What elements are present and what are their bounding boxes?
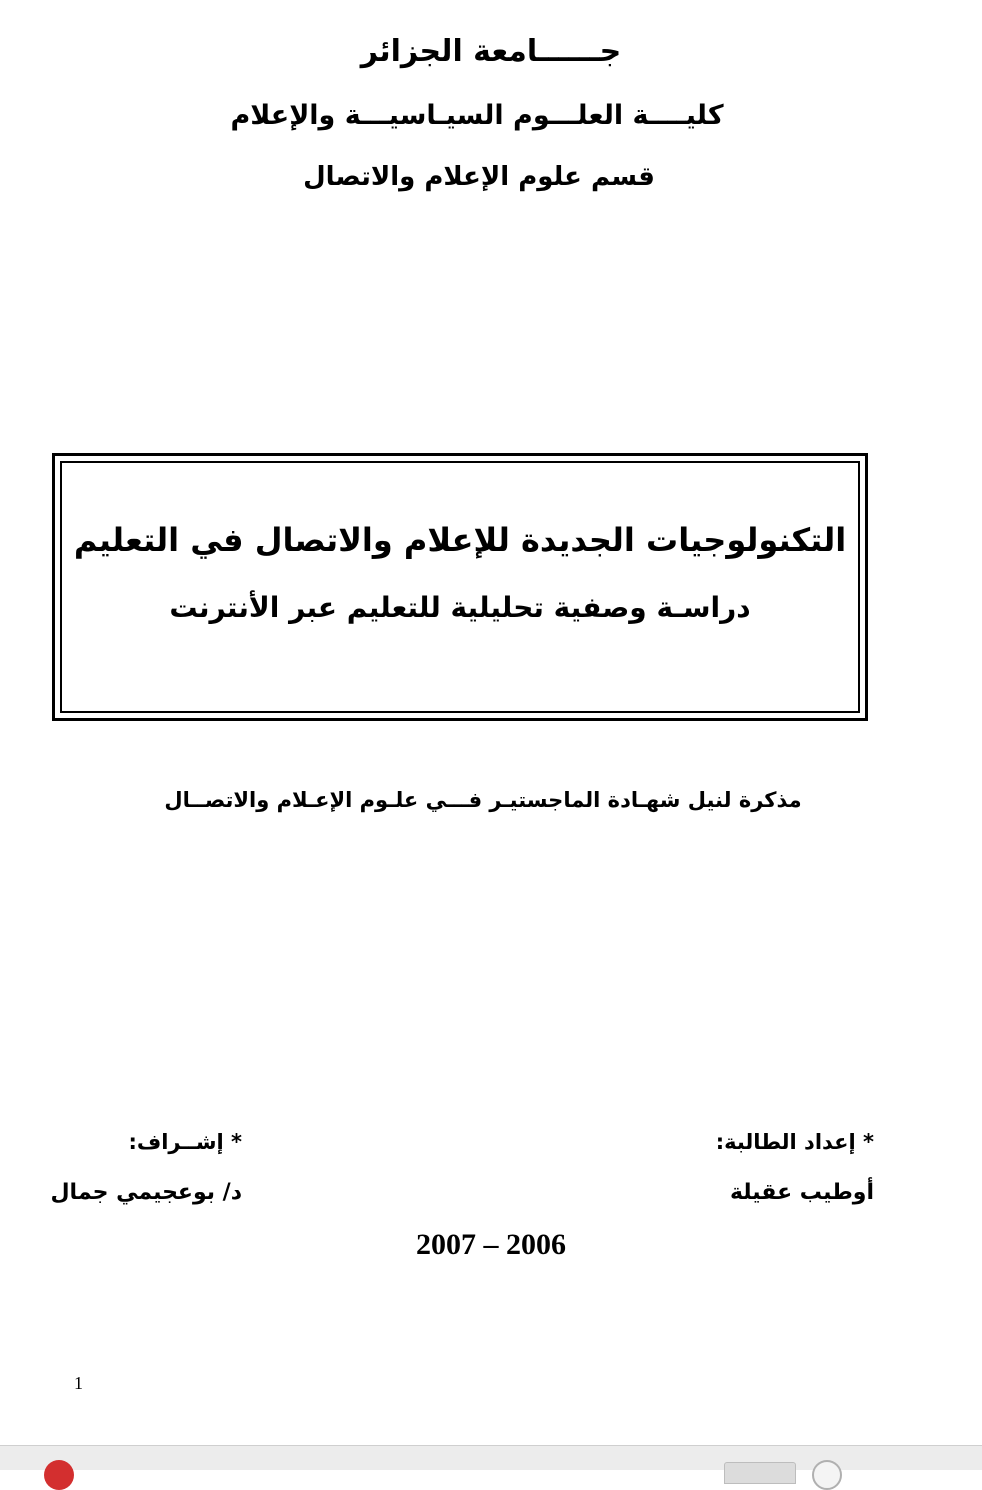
- window-thumbnail[interactable]: [724, 1462, 796, 1484]
- taskbar: [0, 1445, 982, 1470]
- supervisor-name: د/ بوعجيمي جمال: [50, 1180, 242, 1205]
- prepared-by-label: * إعداد الطالبة:: [715, 1130, 874, 1154]
- university-name: جــــــامعة الجزائر: [360, 34, 622, 69]
- title-box: [52, 453, 868, 721]
- department-name: قسم علوم الإعلام والاتصال: [303, 162, 655, 192]
- degree-statement: مذكرة لنيل شهـادة الماجستيـر فـــي علـوم الإعـلام والاتصــال: [164, 788, 802, 812]
- thesis-subtitle: دراسـة وصفية تحليلية للتعليم عبر الأنترنت: [169, 591, 751, 624]
- page-number: 1: [74, 1373, 83, 1393]
- student-name: أوطيب عقيلة: [729, 1180, 874, 1205]
- faculty-name: كليــــة العلـــوم السيـاسيـــة والإعلام: [230, 100, 724, 131]
- supervisor-label: * إشــراف:: [128, 1130, 242, 1154]
- circle-button-icon[interactable]: [812, 1460, 842, 1490]
- record-icon[interactable]: [44, 1460, 74, 1490]
- academic-year: 2007 – 2006: [416, 1228, 566, 1261]
- title-box-inner-border: [60, 461, 860, 713]
- thesis-title: التكنولوجيات الجديدة للإعلام والاتصال في التعليم: [73, 521, 847, 559]
